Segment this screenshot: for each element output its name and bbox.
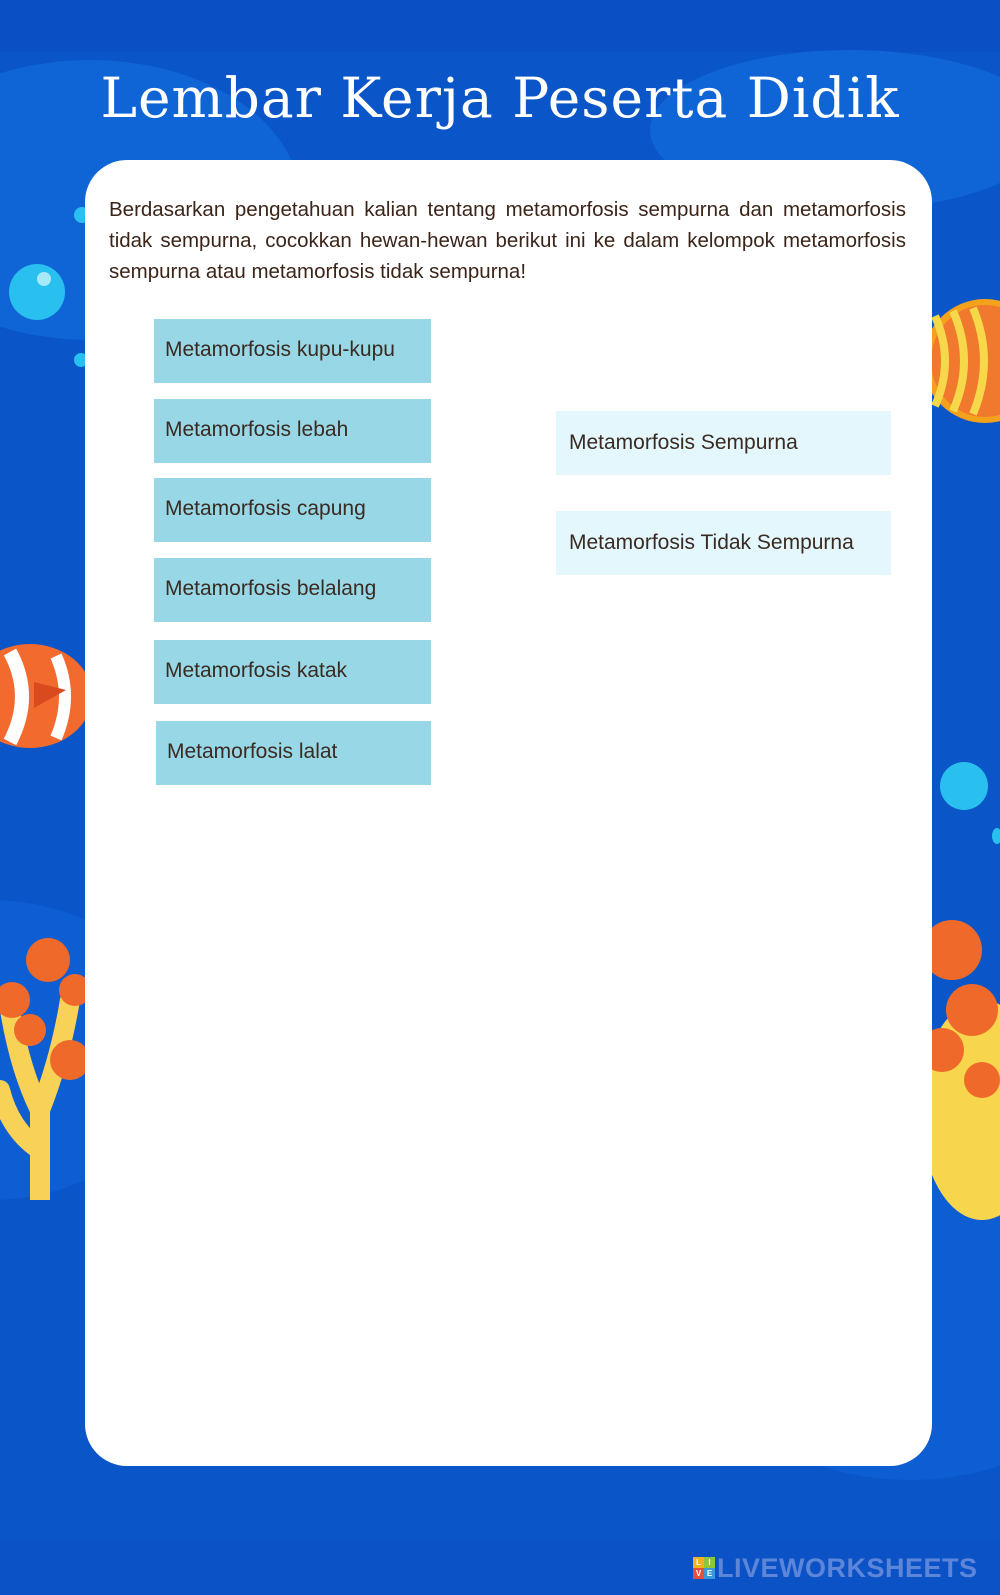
drag-item-lalat[interactable]: Metamorfosis lalat [156,721,431,785]
logo-letter: V [693,1568,704,1579]
logo-letter: L [693,1557,704,1568]
bubble-icon [992,828,1000,844]
drop-target-tidak-sempurna[interactable]: Metamorfosis Tidak Sempurna [556,511,891,575]
drag-item-capung[interactable]: Metamorfosis capung [154,478,431,542]
liveworksheets-logo-icon [693,1557,715,1579]
drag-item-katak[interactable]: Metamorfosis katak [154,640,431,704]
bubble-icon [940,762,988,810]
drag-item-belalang[interactable]: Metamorfosis belalang [154,558,431,622]
logo-text: LIVEWORKSHEETS [717,1552,978,1583]
instruction-text: Berdasarkan pengetahuan kalian tentang metamorfosis sempurna dan metamorfosis tidak sempurna, cocokkan hewan-hewan berikut ini ke dalam kelompok metamorfosis sempurna atau metamorfosis tidak sempurna! [109,198,906,283]
drop-target-sempurna[interactable]: Metamorfosis Sempurna [556,411,891,475]
coral-icon [0,910,90,1200]
logo-letter: I [704,1557,715,1568]
drag-item-kupu-kupu[interactable]: Metamorfosis kupu-kupu [154,319,431,383]
clownfish-icon [0,638,90,758]
top-band [0,0,1000,52]
logo-letter: E [704,1568,715,1579]
worksheet-card [85,160,932,1466]
liveworksheets-logo[interactable] [693,1553,978,1583]
bubble-icon [9,264,65,320]
page-title: Lembar Kerja Peserta Didik [100,66,900,130]
drag-item-lebah[interactable]: Metamorfosis lebah [154,399,431,463]
